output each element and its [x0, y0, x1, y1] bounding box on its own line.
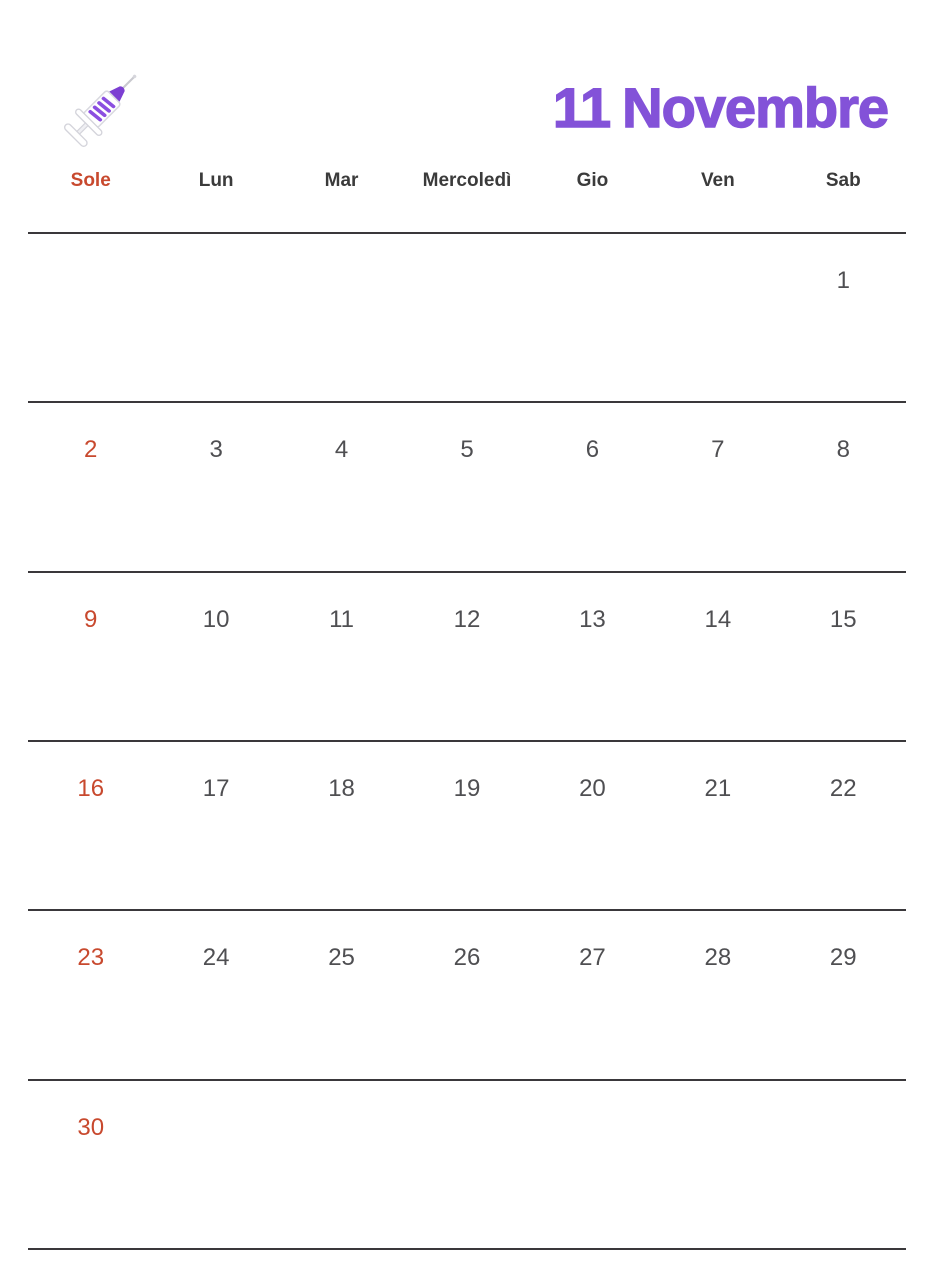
week-row	[28, 232, 906, 401]
day-cell: 22	[829, 774, 857, 802]
weekday-label: Mar	[324, 170, 359, 191]
week-row	[28, 1079, 906, 1248]
weekday-label: Sole	[70, 170, 111, 191]
day-cell: 30	[77, 1113, 105, 1141]
day-cell: 10	[202, 605, 230, 633]
day-cell: 16	[77, 774, 105, 802]
day-cell	[153, 1081, 278, 1248]
weekday-label: Gio	[576, 170, 609, 191]
day-cell	[530, 1081, 655, 1248]
calendar-grid	[28, 232, 906, 1250]
day-cell: 14	[704, 605, 732, 633]
day-cell: 2	[84, 436, 98, 464]
day-cell: 1	[836, 267, 850, 294]
day-cell: 26	[453, 944, 481, 972]
weekday-row	[28, 166, 906, 196]
day-cell	[279, 234, 404, 401]
day-cell: 17	[202, 774, 230, 802]
day-cell	[404, 234, 529, 401]
day-cell: 15	[829, 605, 857, 633]
weekday-label: Ven	[700, 170, 735, 191]
day-cell: 6	[585, 436, 600, 464]
day-cell	[530, 234, 655, 401]
day-cell	[28, 234, 153, 401]
month-number: 11	[552, 75, 611, 139]
day-cell: 24	[202, 944, 230, 972]
day-cell: 5	[460, 436, 474, 464]
weekday-label: Sab	[825, 170, 861, 191]
day-cell: 19	[453, 774, 481, 802]
day-cell: 9	[84, 605, 98, 633]
week-row	[28, 401, 906, 570]
page-title	[552, 75, 888, 139]
week-row	[28, 571, 906, 740]
day-cell: 25	[328, 944, 355, 972]
day-cell: 11	[329, 605, 355, 633]
day-cell	[404, 1081, 529, 1248]
day-cell: 12	[453, 605, 481, 633]
week-row	[28, 909, 906, 1078]
day-cell	[781, 1081, 906, 1248]
day-cell: 7	[711, 436, 725, 464]
day-cell	[153, 234, 278, 401]
day-cell: 21	[704, 774, 732, 802]
day-cell: 8	[836, 436, 850, 464]
day-cell: 4	[334, 436, 349, 464]
day-cell: 29	[829, 944, 857, 972]
weekday-label: Lun	[198, 170, 234, 191]
day-cell: 13	[579, 605, 606, 633]
day-cell: 18	[328, 774, 355, 802]
page-header	[55, 55, 888, 160]
day-cell: 28	[704, 944, 732, 972]
day-cell: 23	[77, 944, 105, 972]
day-cell	[655, 1081, 780, 1248]
day-cell: 27	[579, 944, 606, 972]
day-cell	[655, 234, 780, 401]
day-cell	[279, 1081, 404, 1248]
syringe-icon	[55, 60, 151, 156]
week-row	[28, 740, 906, 909]
month-name: Novembre	[622, 75, 888, 139]
day-cell: 3	[209, 436, 223, 464]
day-cell: 20	[579, 774, 606, 802]
weekday-label: Mercoledì	[422, 170, 512, 191]
